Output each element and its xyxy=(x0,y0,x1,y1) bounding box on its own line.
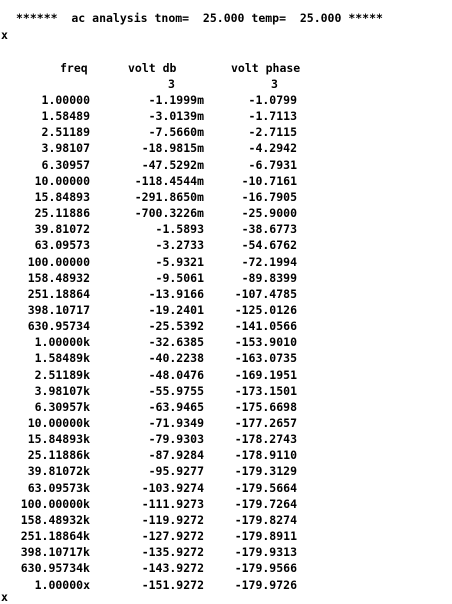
cell-volt-phase: -179.9313 xyxy=(234,545,297,559)
cell-freq: 3.98107 xyxy=(41,141,90,155)
cell-volt-db: -9.5061 xyxy=(155,271,204,285)
cell-volt-phase: -179.7264 xyxy=(234,497,297,511)
cell-volt-db: -95.9277 xyxy=(148,464,204,478)
cell-volt-db: -3.0139m xyxy=(148,109,204,123)
cell-volt-db: -103.9274 xyxy=(141,481,204,495)
cell-freq: 15.84893k xyxy=(27,432,90,446)
cell-volt-db: -135.9272 xyxy=(141,545,204,559)
cell-volt-db: -119.9272 xyxy=(141,513,204,527)
cell-volt-phase: -1.0799 xyxy=(248,93,297,107)
cell-volt-phase: -25.9000 xyxy=(241,206,297,220)
cell-volt-db: -111.9273 xyxy=(141,497,204,511)
cell-freq: 2.51189k xyxy=(34,368,90,382)
cell-freq: 1.00000x xyxy=(34,578,90,592)
cell-volt-phase: -178.2743 xyxy=(234,432,297,446)
cell-freq: 630.95734k xyxy=(20,561,90,575)
cell-volt-phase: -141.0566 xyxy=(234,319,297,333)
cell-volt-phase: -179.9726 xyxy=(234,578,297,592)
cell-freq: 1.00000 xyxy=(41,93,90,107)
column-header-freq: freq xyxy=(60,61,88,75)
cell-volt-db: -47.5292m xyxy=(141,158,204,172)
cell-freq: 100.00000 xyxy=(27,255,90,269)
cell-freq: 251.18864k xyxy=(20,529,90,543)
cell-freq: 630.95734 xyxy=(27,319,90,333)
cell-freq: 398.10717 xyxy=(27,303,90,317)
cell-volt-phase: -179.9566 xyxy=(234,561,297,575)
cell-volt-phase: -107.4785 xyxy=(234,287,297,301)
cell-volt-phase: -10.7161 xyxy=(241,174,297,188)
x-marker-top: x xyxy=(1,28,8,42)
cell-volt-db: -87.9284 xyxy=(148,448,204,462)
cell-volt-phase: -89.8399 xyxy=(241,271,297,285)
cell-volt-phase: -179.8911 xyxy=(234,529,297,543)
cell-volt-db: -5.9321 xyxy=(155,255,204,269)
cell-freq: 63.09573k xyxy=(27,481,90,495)
cell-volt-db: -291.8650m xyxy=(134,190,204,204)
cell-volt-phase: -178.9110 xyxy=(234,448,297,462)
cell-volt-phase: -179.5664 xyxy=(234,481,297,495)
cell-volt-db: -25.5392 xyxy=(148,319,204,333)
cell-volt-phase: -175.6698 xyxy=(234,400,297,414)
cell-volt-db: -13.9166 xyxy=(148,287,204,301)
cell-volt-phase: -169.1951 xyxy=(234,368,297,382)
cell-volt-phase: -6.7931 xyxy=(248,158,297,172)
cell-volt-db: -32.6385 xyxy=(148,335,204,349)
cell-volt-phase: -1.7113 xyxy=(248,109,297,123)
cell-volt-db: -71.9349 xyxy=(148,416,204,430)
cell-volt-db: -3.2733 xyxy=(155,238,204,252)
analysis-title: ****** ac analysis tnom= 25.000 temp= 25.000 ***** xyxy=(16,11,383,25)
cell-volt-phase: -4.2942 xyxy=(248,141,297,155)
cell-volt-db: -7.5660m xyxy=(148,125,204,139)
column-header-volt-db: volt db xyxy=(128,61,177,75)
cell-freq: 6.30957 xyxy=(41,158,90,172)
column-header-volt-phase: volt phase xyxy=(231,61,301,75)
cell-freq: 3.98107k xyxy=(34,384,90,398)
cell-volt-phase: -163.0735 xyxy=(234,351,297,365)
cell-freq: 15.84893 xyxy=(34,190,90,204)
cell-freq: 1.58489 xyxy=(41,109,90,123)
cell-freq: 1.58489k xyxy=(34,351,90,365)
cell-freq: 25.11886k xyxy=(27,448,90,462)
cell-volt-phase: -125.0126 xyxy=(234,303,297,317)
cell-volt-db: -79.9303 xyxy=(148,432,204,446)
cell-freq: 2.51189 xyxy=(41,125,90,139)
cell-freq: 6.30957k xyxy=(34,400,90,414)
cell-freq: 39.81072 xyxy=(34,222,90,236)
cell-volt-db: -118.4544m xyxy=(134,174,204,188)
cell-volt-phase: -179.3129 xyxy=(234,464,297,478)
cell-freq: 158.48932 xyxy=(27,271,90,285)
cell-volt-db: -63.9465 xyxy=(148,400,204,414)
cell-volt-db: -19.2401 xyxy=(148,303,204,317)
cell-volt-db: -1.1999m xyxy=(148,93,204,107)
cell-volt-db: -127.9272 xyxy=(141,529,204,543)
cell-volt-db: -143.9272 xyxy=(141,561,204,575)
cell-volt-db: -40.2238 xyxy=(148,351,204,365)
cell-volt-phase: -179.8274 xyxy=(234,513,297,527)
cell-freq: 1.00000k xyxy=(34,335,90,349)
cell-volt-phase: -16.7905 xyxy=(241,190,297,204)
cell-freq: 63.09573 xyxy=(34,238,90,252)
cell-freq: 251.18864 xyxy=(27,287,90,301)
cell-volt-db: -18.9815m xyxy=(141,141,204,155)
cell-volt-phase: -2.7115 xyxy=(248,125,297,139)
cell-volt-phase: -72.1994 xyxy=(241,255,297,269)
x-marker-bottom: x xyxy=(1,590,8,604)
cell-volt-phase: -177.2657 xyxy=(234,416,297,430)
cell-volt-db: -1.5893 xyxy=(155,222,204,236)
cell-volt-phase: -153.9010 xyxy=(234,335,297,349)
cell-freq: 25.11886 xyxy=(34,206,90,220)
cell-volt-db: -700.3226m xyxy=(134,206,204,220)
cell-volt-phase: -38.6773 xyxy=(241,222,297,236)
cell-volt-db: -48.0476 xyxy=(148,368,204,382)
cell-volt-db: -151.9272 xyxy=(141,578,204,592)
subheader-volt-phase: 3 xyxy=(271,77,278,91)
cell-freq: 10.00000k xyxy=(27,416,90,430)
cell-volt-phase: -173.1501 xyxy=(234,384,297,398)
cell-freq: 398.10717k xyxy=(20,545,90,559)
cell-freq: 10.00000 xyxy=(34,174,90,188)
cell-volt-phase: -54.6762 xyxy=(241,238,297,252)
subheader-volt-db: 3 xyxy=(168,77,175,91)
cell-freq: 158.48932k xyxy=(20,513,90,527)
cell-volt-db: -55.9755 xyxy=(148,384,204,398)
cell-freq: 100.00000k xyxy=(20,497,90,511)
cell-freq: 39.81072k xyxy=(27,464,90,478)
